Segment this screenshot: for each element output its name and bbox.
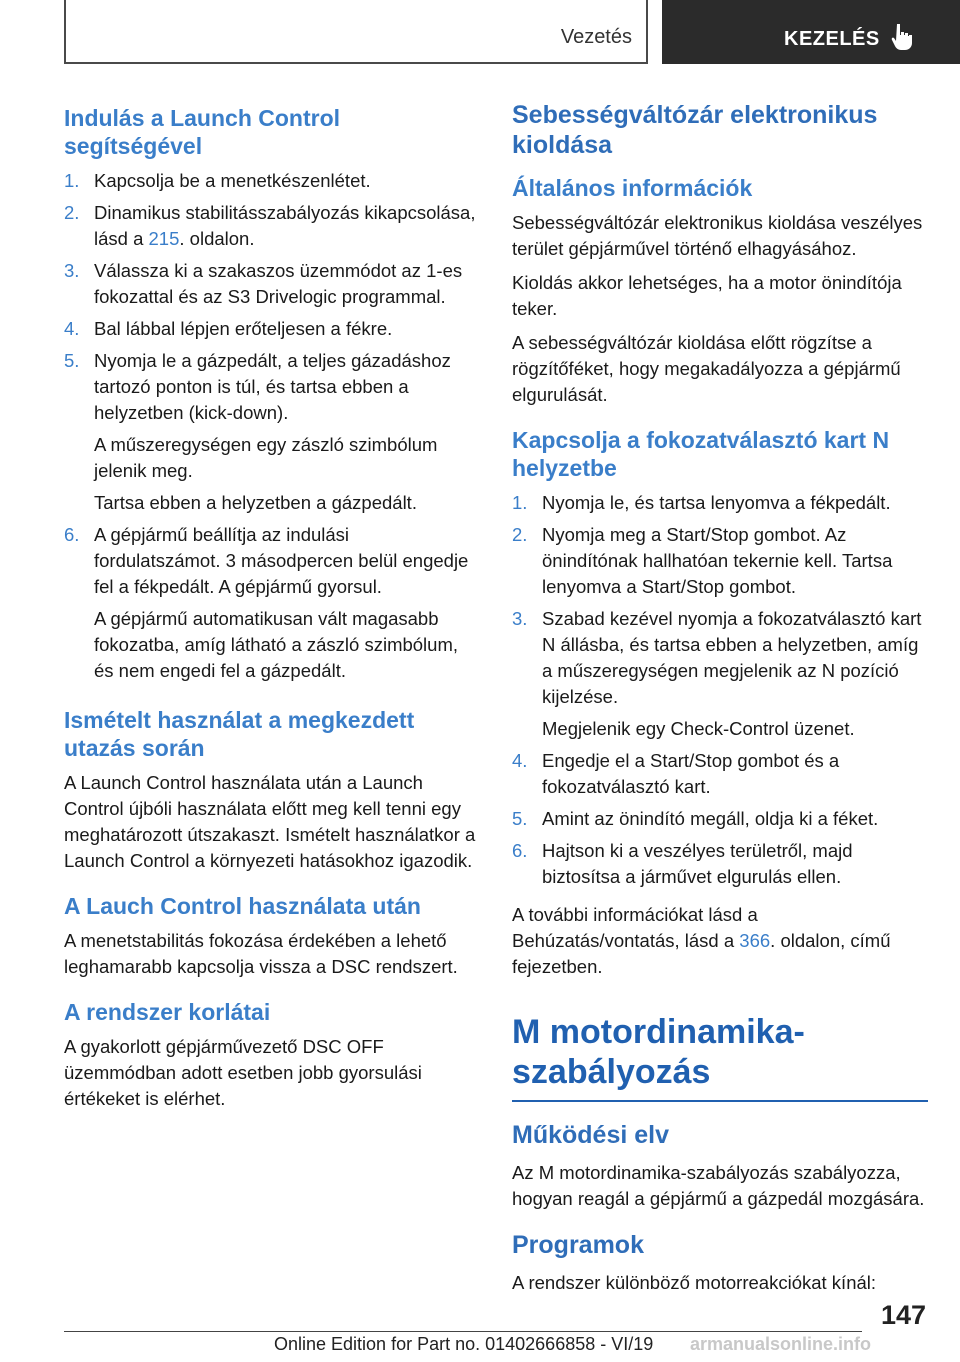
list-item: 1. Nyomja le, és tartsa lenyomva a fékpedált.: [512, 492, 891, 513]
list-item: 2. Nyomja meg a Start/Stop gombot. Az önindítónak hallhatóan tekernie kell. Tartsa lenyomva a Start/Stop gombot.: [512, 524, 893, 597]
chapter-tab-label: KEZELÉS: [784, 28, 880, 50]
heading-divider: [512, 1100, 928, 1102]
section-tab-label: Vezetés: [560, 26, 632, 48]
paragraph-general-1: Sebességváltózár elektronikus kioldása veszélyes terület gépjárművel történő elhagyásához.: [512, 212, 923, 259]
chapter-tab[interactable]: [662, 0, 960, 64]
heading-neutral-position: Kapcsolja a fokozatválasztó kart N helyzetbe: [512, 427, 890, 481]
heading-general-info: Általános információk: [512, 175, 753, 201]
list-item: 6. A gépjármű beállítja az indulási fordulatszámot. 3 másodpercen belül engedje fel a fékpedált. A gépjármű gyorsul. A gépjármű automatikusan vált magasabb fokozatba, amíg látható a zászló szimbólum, és nem engedi fel a gázpedált.: [64, 524, 469, 681]
list-item: 1. Kapcsolja be a menetkészenlétet.: [64, 170, 371, 191]
launch-steps-list: [64, 168, 476, 684]
watermark: armanualsonline.info: [690, 1334, 872, 1354]
paragraph-principle: Az M motordinamika-szabályozás szabályozza, hogyan reagál a gépjármű a gázpedál mozgására.: [512, 1162, 925, 1209]
heading-launch-control: Indulás a Launch Control segítségével: [64, 105, 341, 159]
paragraph-repeat-use: A Launch Control használata után a Launch Control újbóli használata előtt meg kell tenni egy meghatározott útszakaszt. Ismételt használatkor a Launch Control a környezeti hatásokhoz igazodik.: [64, 772, 476, 871]
paragraph-after-launch: A menetstabilitás fokozása érdekében a lehető leghamarabb kapcsolja vissza a DSC rendszert.: [64, 930, 458, 977]
paragraph-more-info: A további információkat lásd a Behúzatás/vontatás, lásd a 366. oldalon, című fejezetben.: [512, 904, 891, 977]
list-item: 4. Engedje el a Start/Stop gombot és a fokozatválasztó kart.: [512, 750, 840, 797]
list-item: 4. Bal lábbal lépjen erőteljesen a fékre.: [64, 318, 393, 339]
heading-gear-lock-release: Sebességváltózár elektronikus kioldása: [512, 101, 878, 159]
heading-system-limits: A rendszer korlátai: [64, 999, 271, 1025]
list-item: 2. Dinamikus stabilitásszabályozás kikapcsolása, lásd a 215. oldalon.: [64, 202, 476, 249]
right-column: [512, 100, 928, 1304]
paragraph-general-2: Kioldás akkor lehetséges, ha a motor önindítója teker.: [512, 272, 902, 319]
paragraph-programs: A rendszer különböző motorreakciókat kínál:: [512, 1272, 877, 1293]
page-header: [0, 0, 960, 66]
neutral-steps-list: [512, 490, 928, 890]
list-item: 5. Amint az önindító megáll, oldja ki a féket.: [512, 808, 879, 829]
paragraph-general-3: A sebességváltózár kioldása előtt rögzítse a rögzítőféket, hogy megakadályozza a gépjármű elgurulását.: [512, 332, 901, 405]
list-item: 3. Szabad kezével nyomja a fokozatválasztó kart N állásba, és tartsa ebben a helyzetben, amíg a műszeregységen megjelenik az N pozíció kijelzése. Megjelenik egy Check-Control üzenet.: [512, 608, 922, 739]
paragraph-system-limits: A gyakorlott gépjárművezető DSC OFF üzemmódban adott esetben jobb gyorsulási értékeket is elérhet.: [64, 1036, 422, 1109]
heading-repeat-use: Ismételt használat a megkezdett utazás során: [64, 707, 415, 761]
left-column: [64, 100, 476, 1120]
list-item: 5. Nyomja le a gázpedált, a teljes gázadáshoz tartozó ponton is túl, és tartsa ebben a helyzetben (kick-down). A műszeregységen egy zászló szimbólum jelenik meg. Tartsa ebben a helyzetben a gázpedált.: [64, 350, 451, 513]
page-number: 147: [880, 1300, 926, 1330]
edition-text: Online Edition for Part no. 01402666858 - VI/19: [274, 1334, 654, 1354]
page-link-215[interactable]: 215: [148, 228, 180, 249]
heading-programs: Programok: [512, 1231, 644, 1259]
heading-motor-dynamics: M motordinamika-szabályozás: [512, 1013, 805, 1091]
heading-principle: Működési elv: [512, 1121, 669, 1149]
list-item: 6. Hajtson ki a veszélyes területről, majd biztosítsa a járművet elgurulás ellen.: [512, 840, 853, 887]
section-tab[interactable]: [64, 0, 648, 64]
heading-after-launch: A Lauch Control használata után: [64, 893, 421, 919]
page-link-366[interactable]: 366: [739, 930, 771, 951]
list-item: 3. Válassza ki a szakaszos üzemmódot az 1-es fokozattal és az S3 Drivelogic programmal.: [64, 260, 463, 307]
hand-pointer-icon: [890, 22, 914, 50]
footer-divider: [64, 1331, 862, 1332]
